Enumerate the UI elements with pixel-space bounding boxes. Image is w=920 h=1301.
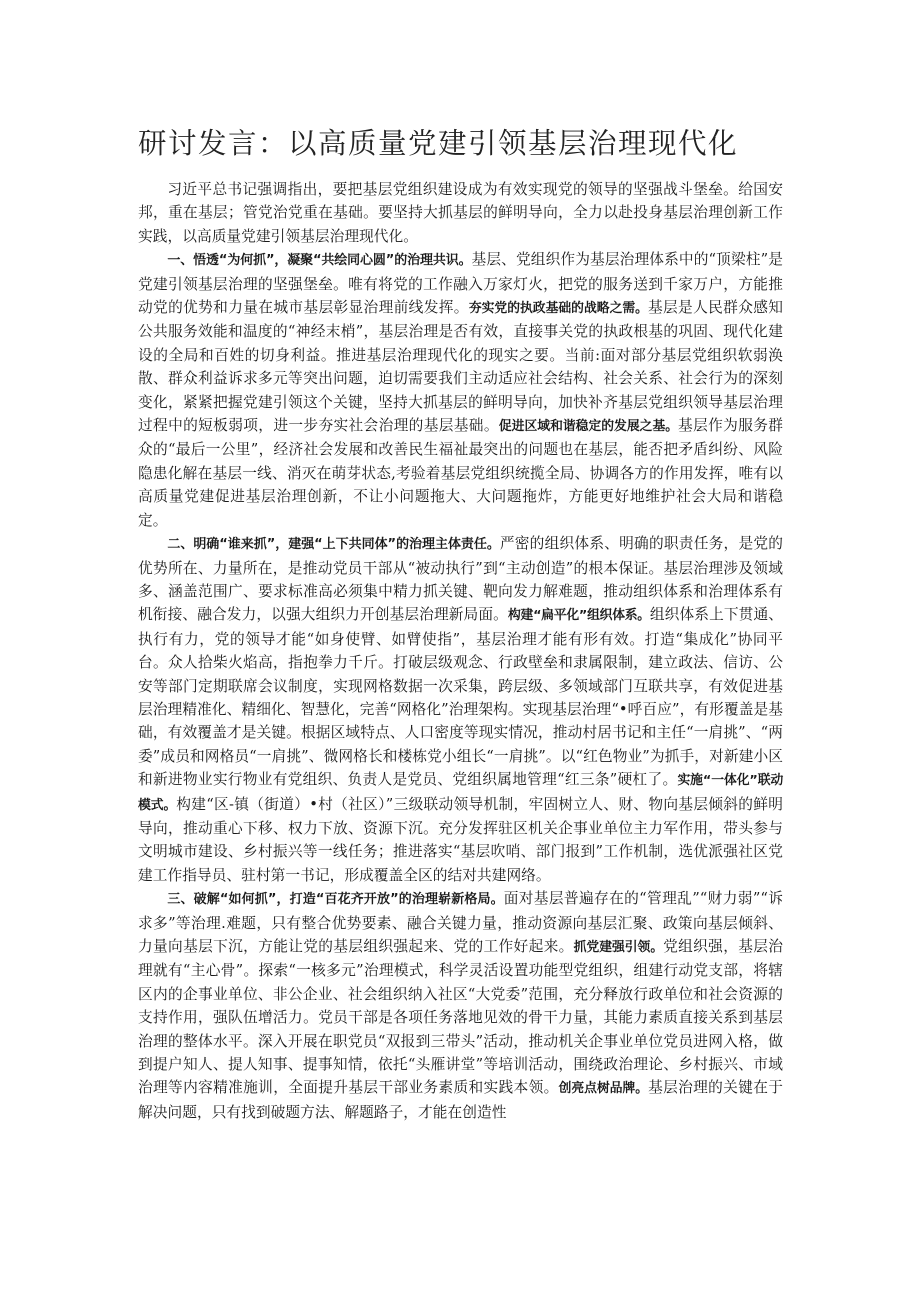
section-2-subheading-2: 实施“一体化”联动模式。 — [138, 773, 783, 813]
document-page — [138, 0, 783, 1301]
section-3-heading: 三、破解“如何抓”，打造“百花齐开放”的治理崭新格局。 — [167, 892, 504, 908]
section-3-text-3: 基层治理的关键在于解决问题，只有找到破题方法、解题路子，才能在创造性 — [138, 1079, 783, 1121]
section-1-text-1: 基层、党组织作为基层治理体系中的“顶梁柱”是党建引领基层治理的坚强堡垒。唯有将党的工作融入万家灯火，把党的服务送到千家万户，方能推动党的优势和力量在城市基层彰显治理前线发挥。 — [138, 251, 783, 317]
section-1-paragraph — [138, 248, 783, 532]
section-3-paragraph — [138, 887, 783, 1124]
section-1-subheading-2: 促进区域和谐稳定的发展之基。 — [498, 419, 679, 435]
section-2-text-2: 组织体系上下贯通、执行有力，党的领导才能“如身使臂、如臂使指”，基层治理才能有形有效。打造“集成化”协同平台。众人拾柴火焰高，指抱拳力千斤。打破层级观念、行政壁垒和隶属限制，建立政法、信访、公安等部门定期联席会议制度，实现网格数据一次采集，跨层级、多领域部门互联共享，有效促进基层治理精准化、精细化、智慧化，完善“网格化”治理架构。实现基层治理“•呼百应”，有形覆盖是基础，有效覆盖才是关键。根据区域特点、人口密度等现实情况，推动村居书记和主任“一肩挑”、“两委”成员和网格员“一肩挑”、微网格长和楼栋党小组长“一肩挑”。以“红色物业”为抓手，对新建小区和新进物业实行物业有党组织、负责人是党员、党组织属地管理“红三条”硬杠了。 — [138, 606, 783, 789]
section-3-subheading-2: 创亮点树品牌。 — [558, 1081, 649, 1097]
intro-paragraph: 习近平总书记强调指出，要把基层党组织建设成为有效实现党的领导的坚强战斗堡垒。给国安邦，重在基层；管党治党重在基础。要坚持大抓基层的鲜明导向，全力以赴投身基层治理创新工作实践，以高质量党建引领基层治理现代化。 — [138, 181, 783, 245]
section-3-text-2: 党组织强，基层治理就有“主心骨”。探索“一核多元”治理模式，科学灵活设置功能型党组织，组建行动党支部，将辖区内的企事业单位、非公企业、社会组织纳入社区“大党委”范围，充分释放行政单位和社会资源的支持作用，强队伍增活力。党员干部是各项任务落地见效的骨干力量，其能力素质直接关系到基层治理的整体水平。深入开展在职党员“双报到三带头”活动，推动机关企事业单位党员进网入格，做到提户知人、提人知事、提事知情，依托“头雁讲堂”等培训活动，围绕政治理论、乡村振兴、市域治理等内容精准施训，全面提升基层干部业务素质和实践本领。 — [138, 938, 783, 1097]
section-1-heading: 一、悟透“为何抓”，凝聚“共绘同心圆”的治理共识。 — [167, 253, 472, 269]
section-1-text-3: 基层作为服务群众的“最后一公里”，经济社会发展和改善民生福祉最突出的问题也在基层，能否把矛盾纠纷、风险隐患化解在基层一线、消灭在萌芽状态,考验着基层党组织统揽全局、协调各方的作用发挥，唯有以高质量党建促进基层治理创新，不让小问题拖大、大问题拖炸，方能更好地维护社会大局和谐稳定。 — [138, 417, 784, 529]
section-1-subheading-1: 夯实党的执政基础的战略之需。 — [468, 301, 648, 317]
section-2-heading: 二、明确“谁来抓”，建强“上下共同体”的治理主体责任。 — [167, 537, 500, 553]
section-3-subheading-1: 抓党建强引领。 — [573, 940, 664, 955]
section-2-text-1: 严密的组织体系、明确的职责任务，是党的优势所在、力量所在，是推动党员干部从“被动执行”到“主动创造”的根本保证。基层治理涉及领域多、涵盖范围广、要求标准高必须集中精力抓关键、靶向发力解难题，推动组织体系和治理体系有机衔接、融合发力，以强大组织力开创基层治理新局面。 — [138, 535, 783, 624]
section-2-paragraph — [138, 532, 783, 887]
document-body — [138, 178, 783, 1124]
section-2-subheading-1: 构建“扁平化”组织体系。 — [507, 608, 650, 624]
document-title: 研讨发言：以高质量党建引领基层治理现代化 — [138, 127, 739, 160]
section-1-text-2: 基层是人民群众感知公共服务效能和温度的“神经末梢”，基层治理是否有效，直接事关党的执政根基的巩固、现代化建设的全局和百姓的切身利益。推进基层治理现代化的现实之要。当前:面对部分基层党组织软弱涣散、群众利益诉求多元等突出问题，迫切需要我们主动适应社会结构、社会关系、社会行为的深刻变化，紧紧把握党建引领这个关键，坚持大抓基层的鲜明导向，加快补齐基层党组织领导基层治理过程中的短板弱项，进一步夯实社会治理的基层基础。 — [138, 299, 783, 435]
section-3-text-1: 面对基层普遍存在的“管理乱”“财力弱”“诉求多”等治理.难题，只有整合优势要素、融合关键力量，推动资源向基层汇聚、政策向基层倾斜、力量向基层下沉，方能让党的基层组织强起来、党的工作好起来。 — [138, 890, 783, 955]
section-2-text-3: 构建“区-镇（街道）•村（社区）”三级联动领导机制，牢固树立人、财、物向基层倾斜的鲜明导向，推动重心下移、权力下放、资源下沉。充分发挥驻区机关企事业单位主力军作用，带头参与文明城市建设、乡村振兴等一线任务；推进落实“基层吹哨、部门报到”工作机制，选优派强社区党建工作指导员、驻村第一书记，形成覆盖全区的结对共建网络。 — [138, 795, 783, 884]
